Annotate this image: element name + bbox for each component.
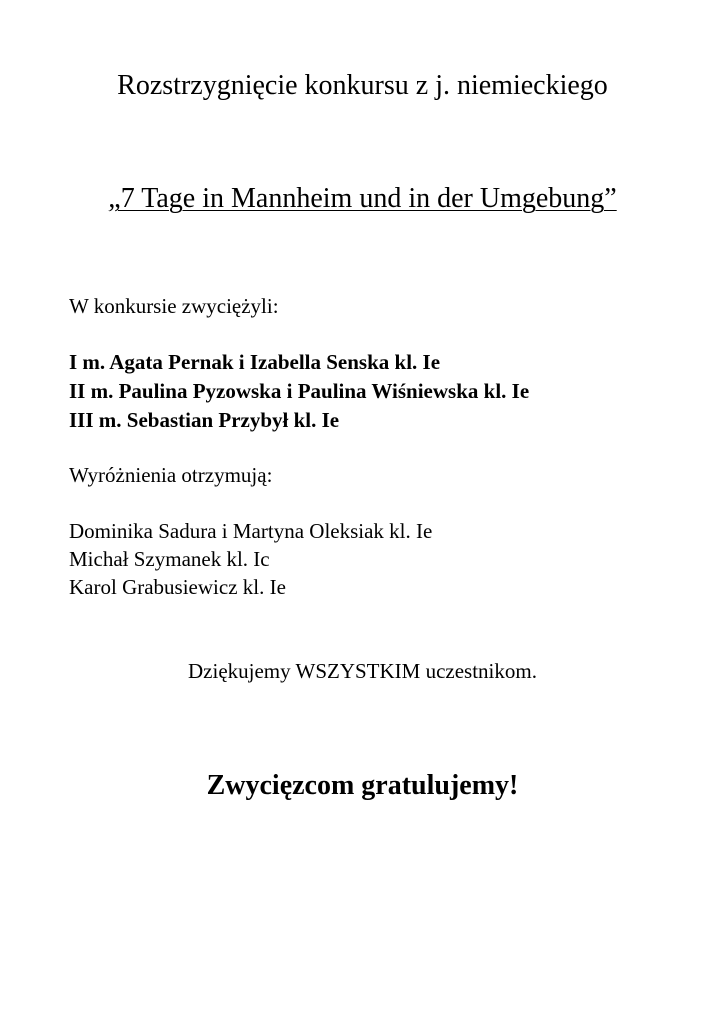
winner-second-place: II m. Paulina Pyzowska i Paulina Wiśniewska kl. Ie — [69, 379, 530, 403]
document-title: Rozstrzygnięcie konkursu z j. niemieckiego — [117, 70, 608, 101]
honor-item: Karol Grabusiewicz kl. Ie — [69, 575, 286, 599]
competition-name — [0, 185, 725, 213]
winners-intro: W konkursie zwyciężyli: — [69, 294, 279, 318]
congratulations: Zwycięzcom gratulujemy! — [206, 770, 519, 801]
competition-name-text: „7 Tage in Mannheim und in der Umgebung” — [108, 183, 617, 214]
thanks-note: Dziękujemy WSZYSTKIM uczestnikom. — [188, 659, 537, 683]
winner-third-place: III m. Sebastian Przybył kl. Ie — [69, 408, 340, 432]
honor-item: Dominika Sadura i Martyna Oleksiak kl. Ie — [69, 519, 433, 543]
honors-intro: Wyróżnienia otrzymują: — [69, 463, 273, 487]
honor-item: Michał Szymanek kl. Ic — [69, 547, 270, 571]
winner-first-place: I m. Agata Pernak i Izabella Senska kl. Ie — [69, 350, 441, 374]
